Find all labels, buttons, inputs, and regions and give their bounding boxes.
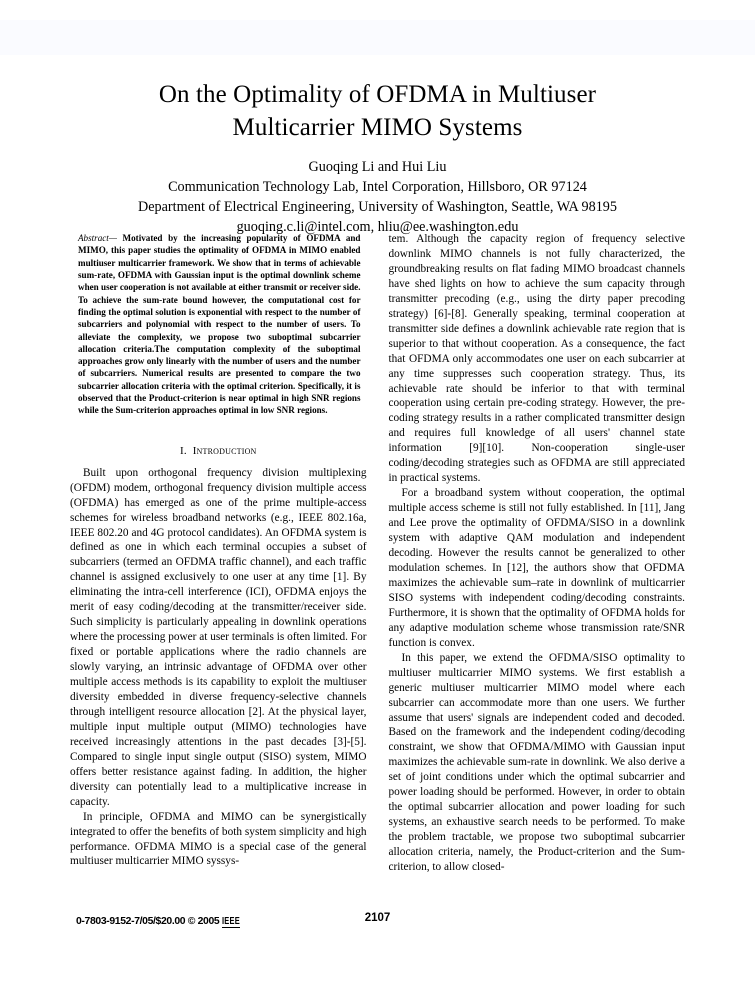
section-numeral: I. [179,444,187,457]
author-emails: guoqing.c.li@intel.com, hliu@ee.washington.edu [236,219,519,236]
author-names: Guoqing Li and Hui Liu [308,159,447,175]
abstract-paragraph [70,232,367,417]
page-number: 2107 [364,912,391,924]
paragraph: In this paper, we extend the OFDMA/SISO optimality to multiuser multicarrier MIMO systems. We first establish a generic multiuser multicarrier MIMO model where each subcarrier can accommodate more than one users. We further assume that users' signals are independent coded and decoded. Based on the framework and the independent coding/decoding constraint, we show that OFDMA/MIMO with Gaussian input maximizes the achievable sum-rate in downlink. We also derive a set of joint conditions under which the optimal subcarrier and power loading should be performed. However, in order to obtain the optimal subcarrier allocation and power loading for such systems, an exhaustive search needs to be performed. To make the problem tractable, we propose two suboptimal subcarrier allocation criteria, namely, the Product-criterion and the Sum-criterion, to allow closed- [388,651,685,874]
section-heading-introduction [70,445,367,457]
paragraph: In principle, OFDMA and MIMO can be synergistically integrated to offer the benefits of both system simplicity and high performance. OFDMA MIMO is a special case of the general multiuser multicarrier MIMO syssys- [70,810,367,868]
abstract-text: Motivated by the increasing popularity of OFDMA and MIMO, this paper studies the optimality of OFDMA in MIMO enabled multiuser multicarrier framework. We show that in terms of achievable sum-rate, OFDMA with Gaussian input is the optimal downlink scheme when user cooperation is not available at either transmit or receiver side. To achieve the sum-rate bound however, the computational cost for finding the optimal solution is exponential with respect to the number of subcarriers and polynomial with respect to the number of users. To alleviate the complexity, we propose two suboptimal subcarrier allocation criteria.The computation complexity of the suboptimal approaches grow only linearly with the number of users and the number of subcarriers. Numerical results are presented to compare the two subcarrier allocation criteria with the optimal criterion. Specifically, it is observed that the Product-criterion is near optimal in high SNR regions while the Sum-criterion approaches optimal in low SNR regions. [78,233,361,416]
paragraph: For a broadband system without cooperation, the optimal multiple access scheme is still not fully established. In [11], Jang and Lee prove the optimality of OFDMA/SISO in a downlink system with adaptive QAM modulation and independent decoding. However the results cannot be generalized to other modulation schemes. In [12], the authors show that OFDMA maximizes the achievable sum–rate in downlink of multicarrier SISO systems with independent coding/decoding constraints. Furthermore, it is shown that the optimality of OFDMA holds for any adaptive modulation scheme whose transmission rate/SNR function is convex. [388,487,685,649]
paragraph-continuation: tem. Although the capacity region of frequency selective downlink MIMO channels is not fully characterized, the groundbreaking results on flat fading MIMO broadcast channels have shed lights on how to achieve the sum capacity through transmitter precoding (e.g., using the dirty paper precoding strategy) [6]-[8]. Generally speaking, terminal cooperation at transmitter side defines a downlink achievable rate region that is superior to that without cooperation. As a consequence, the fact that OFDMA only accommodates one user on each subcarrier at any time suppresses such cooperation strategy. Thus, its achievable rate should be inferior to that with terminal cooperation using certain pre-coding strategy. However, the pre-coding strategy results in a rather complicated transmitter design and requires full knowledge of all users' channel state information [9][10]. Non-cooperation single-user coding/decoding strategies such as OFDMA are still appreciated in practical systems. [388,233,685,485]
title-block [0,0,755,238]
two-column-body [0,232,755,875]
abstract-lead-in: Abstract— [78,233,117,243]
paper-title-line-2: Multicarrier MIMO Systems [232,114,523,141]
paper-title-line-1: On the Optimality of OFDMA in Multiuser [158,81,597,108]
copyright-text: 0-7803-9152-7/05/$20.00 © 2005 [76,916,222,927]
affiliation-line-1: Communication Technology Lab, Intel Corporation, Hillsboro, OR 97124 [168,179,587,196]
left-column [70,232,367,875]
ieee-logo: IEEE [221,916,240,927]
paragraph: Built upon orthogonal frequency division multiplexing (OFDM) modem, orthogonal frequency division multiple access (OFDMA) has emerged as one of the prime multiple-access schemes for wireless broadband networks (e.g., IEEE 802.16a, IEEE 802.20 and 4G protocol candidates). An OFDMA system is defined as one in which each terminal occupies a subset of subcarriers (termed an OFDMA traffic channel), and each traffic channel is assigned exclusively to one user at any time [1]. By eliminating the intra-cell interference (ICI), OFDMA enjoys the merit of easy coding/decoding at the transmitter/receiver side. Such simplicity is particularly appealing in downlink operations where the processing power at user terminals is often limited. For fixed or portable applications where the radio channels are slowly varying, an intrinsic advantage of OFDMA over other multiple access methods is its capability to exploit the multiuser diversity embedded in diverse frequency-selective channels through intelligent resource allocation [2]. At the physical layer, multiple input multiple output (MIMO) technologies have received increasingly attentions in the past decades [3]-[5]. Compared to single input single output (SISO) system, MIMO offers better resistance against fading. In addition, the higher diversity can potentially lead to a multiplicative increase in capacity. [70,466,367,808]
right-column [389,232,686,875]
author-block [0,157,755,238]
affiliation-line-2: Department of Electrical Engineering, University of Washington, Seattle, WA 98195 [137,199,617,216]
page-title [78,78,678,144]
page-footer [0,912,755,1000]
section-title: Introduction [192,444,257,457]
